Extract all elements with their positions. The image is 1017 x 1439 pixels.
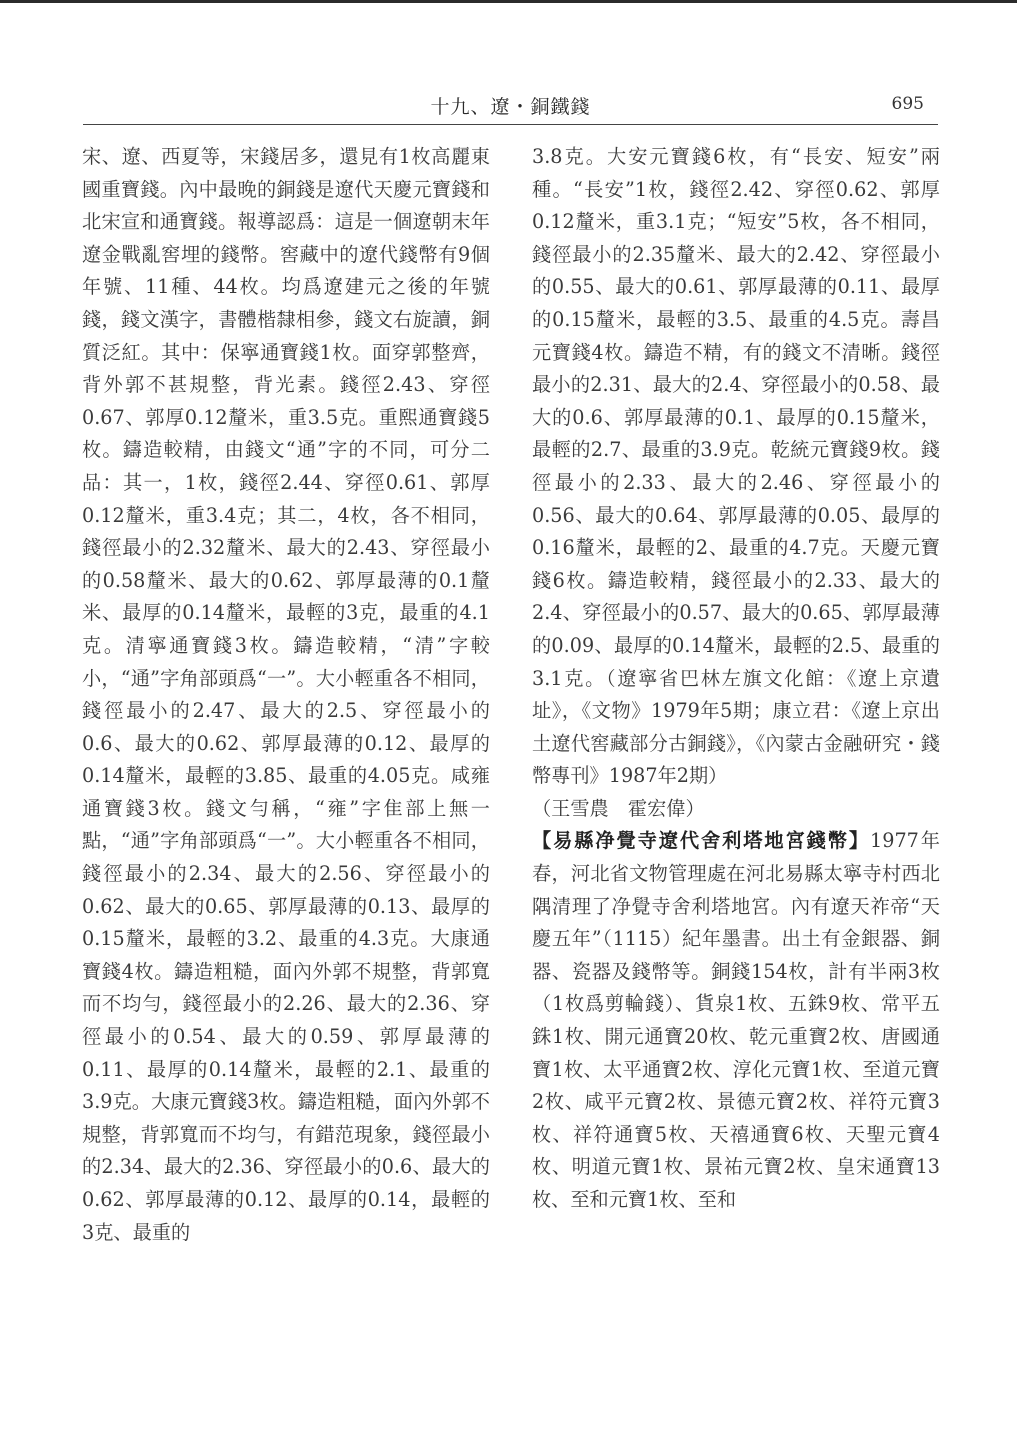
page-header <box>83 86 938 125</box>
article-authors: （王雪農 霍宏偉） <box>532 796 705 820</box>
top-border-rule <box>0 0 1017 3</box>
encyclopedia-entry <box>532 825 940 1216</box>
running-head-title: 十九、遼・銅鐵錢 <box>430 96 591 118</box>
left-text-column <box>82 141 490 1249</box>
entry-body: 1977年春，河北省文物管理處在河北易縣太寧寺村西北隅清理了净覺寺舍利塔地宮。內有遼天祚帝“天慶五年”（1115）紀年墨書。出土有金銀器、銅器、瓷器及錢幣等。銅錢154枚，計有半兩3枚（1枚爲剪輪錢）、貨泉1枚、五銖9枚、常平五銖1枚、開元通寶20枚、乾元重寶2枚、唐國通寶1枚、太平通寶2枚、淳化元寶1枚、至道元寶2枚、咸平元寶2枚、景德元寶2枚、祥符元寶3枚、祥符通寶5枚、天禧通寶6枚、天聖元寶4枚、明道元寶1枚、景祐元寶2枚、皇宋通寶13枚、至和元寶1枚、至和 <box>532 829 940 1211</box>
left-column-paragraph: 宋、遼、西夏等，宋錢居多，還見有1枚高麗東國重寶錢。內中最晚的銅錢是遼代天慶元寶錢和北宋宣和通寶錢。報導認爲：這是一個遼朝末年遼金戰亂窖埋的錢幣。窖藏中的遼代錢幣有9個年號、11種、44枚。均爲遼建元之後的年號錢，錢文漢字，書體楷隸相參，錢文右旋讀，銅質泛紅。其中：保寧通寶錢1枚。面穿郭整齊，背外郭不甚規整，背光素。錢徑2.43、穿徑0.67、郭厚0.12釐米，重3.5克。重熙通寶錢5枚。鑄造較精，由錢文“通”字的不同，可分二品：其一，1枚，錢徑2.44、穿徑0.61、郭厚0.12釐米，重3.4克；其二，4枚，各不相同，錢徑最小的2.32釐米、最大的2.43、穿徑最小的0.58釐米、最大的0.62、郭厚最薄的0.1釐米、最厚的0.14釐米，最輕的3克，最重的4.1克。清寧通寶錢3枚。鑄造較精，“清”字較小，“通”字角部頭爲“一”。大小輕重各不相同，錢徑最小的2.47、最大的2.5、穿徑最小的0.6、最大的0.62、郭厚最薄的0.12、最厚的0.14釐米，最輕的3.85、最重的4.05克。咸雍通寶錢3枚。錢文勻稱，“雍”字隹部上無一點，“通”字角部頭爲“一”。大小輕重各不相同，錢徑最小的2.34、最大的2.56、穿徑最小的0.62、最大的0.65、郭厚最薄的0.13、最厚的0.15釐米，最輕的3.2、最重的4.3克。大康通寶錢4枚。鑄造粗糙，面內外郭不規整，背郭寬而不均勻，錢徑最小的2.26、最大的2.36、穿徑最小的0.54、最大的0.59、郭厚最薄的0.11、最厚的0.14釐米，最輕的2.1、最重的3.9克。大康元寶錢3枚。鑄造粗糙，面內外郭不規整，背郭寬而不均勻，有錯范現象，錢徑最小的2.34、最大的2.36、穿徑最小的0.6、最大的0.62、郭厚最薄的0.12、最厚的0.14，最輕的3克、最重的 <box>82 145 490 1244</box>
right-column-paragraph: 3.8克。大安元寶錢6枚，有“長安、短安”兩種。“長安”1枚，錢徑2.42、穿徑0.62、郭厚0.12釐米，重3.1克；“短安”5枚，各不相同，錢徑最小的2.35釐米、最大的2.42、穿徑最小的0.55、最大的0.61、郭厚最薄的0.11、最厚的0.15釐米，最輕的3.5、最重的4.5克。壽昌元寶錢4枚。鑄造不精，有的錢文不清晰。錢徑最小的2.31、最大的2.4、穿徑最小的0.58、最大的0.6、郭厚最薄的0.1、最厚的0.15釐米，最輕的2.7、最重的3.9克。乾統元寶錢9枚。錢徑最小的2.33、最大的2.46、穿徑最小的0.56、最大的0.64、郭厚最薄的0.05、最厚的0.16釐米，最輕的2、最重的4.7克。天慶元寶錢6枚。鑄造較精，錢徑最小的2.33、最大的2.4、穿徑最小的0.57、最大的0.65、郭厚最薄的0.09、最厚的0.14釐米，最輕的2.5、最重的3.1克。（遼寧省巴林左旗文化館：《遼上京遺址》，《文物》1979年5期；康立君：《遼上京出土遼代窖藏部分古銅錢》，《內蒙古金融研究・錢幣專刊》1987年2期） <box>532 145 940 788</box>
entry-title: 【易縣净覺寺遼代舍利塔地宮錢幣】 <box>532 829 871 853</box>
right-text-column <box>532 141 940 1217</box>
page-number: 695 <box>891 94 924 114</box>
